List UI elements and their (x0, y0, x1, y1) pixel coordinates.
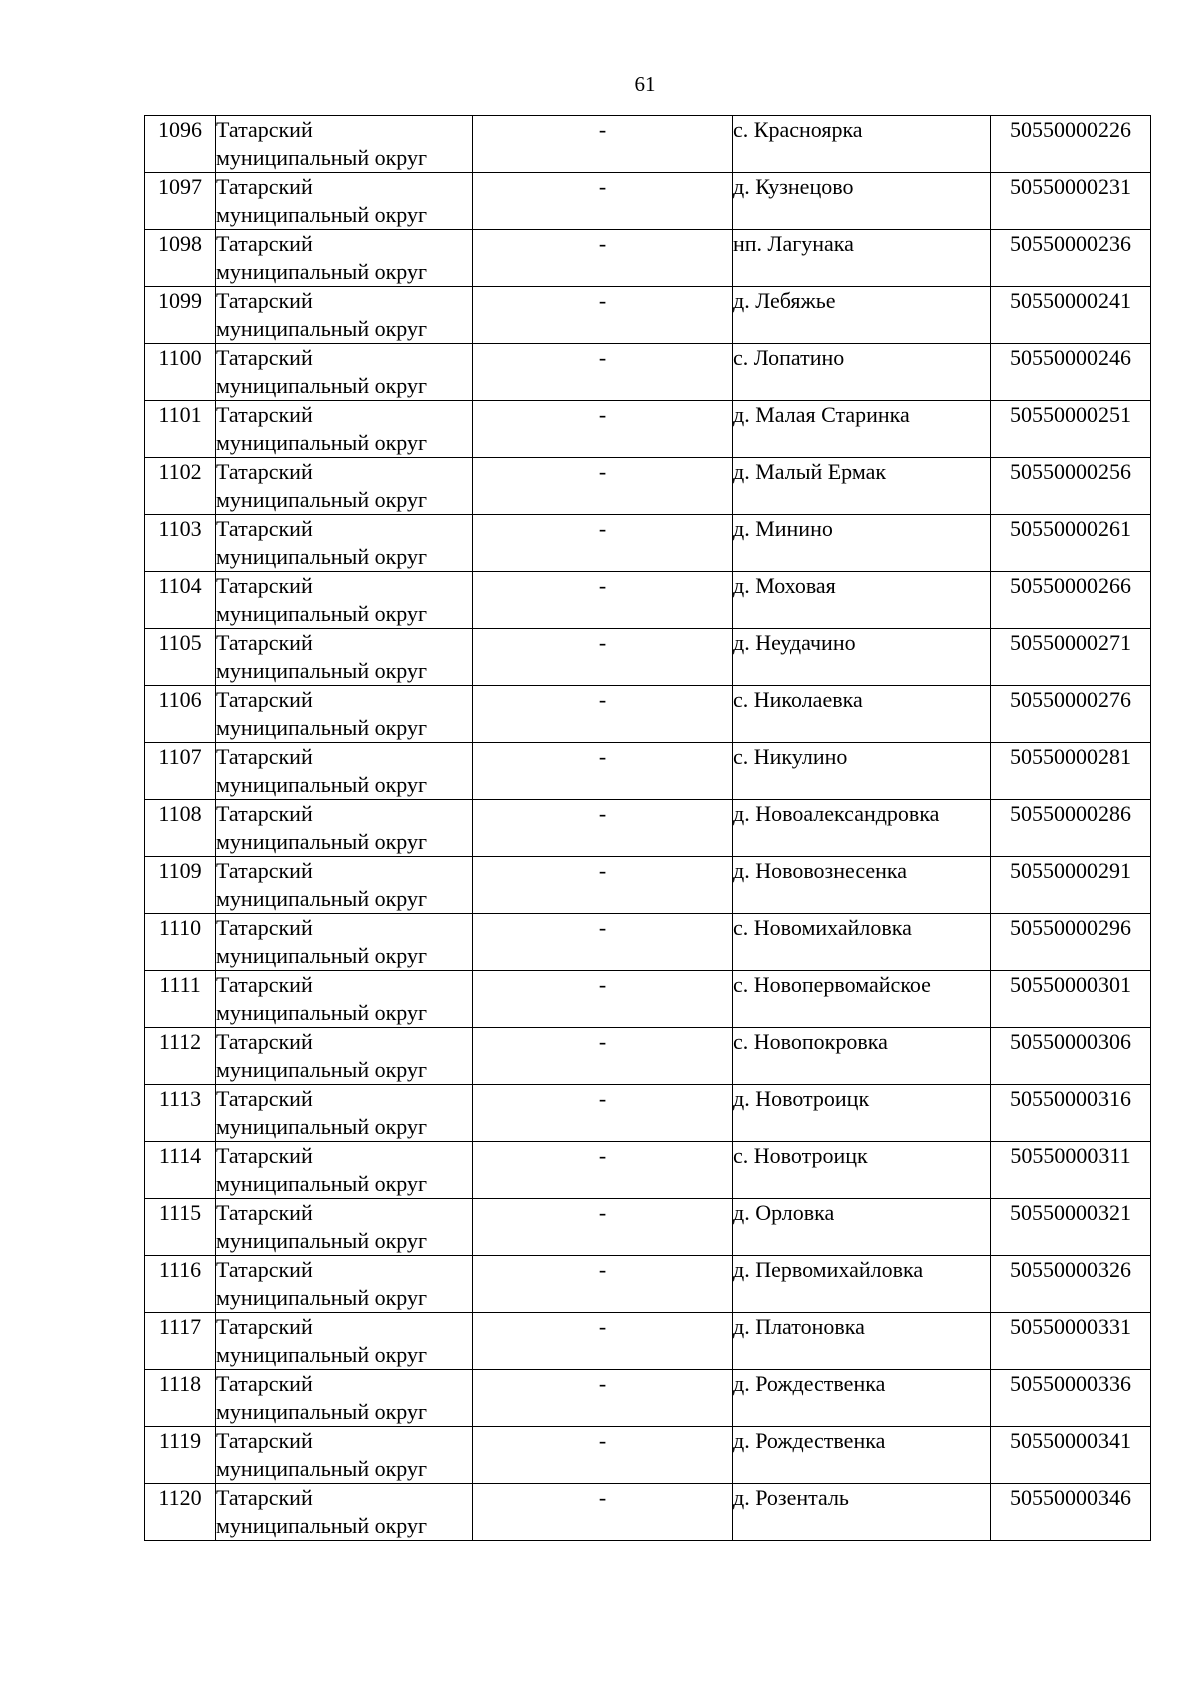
settlement-name: - (473, 401, 733, 458)
table-row (145, 287, 1151, 344)
settlement-name: - (473, 458, 733, 515)
row-number: 1110 (145, 914, 216, 971)
table-body (145, 116, 1151, 1541)
district-name-line2: муниципальный округ (216, 1342, 428, 1367)
oktmo-code: 50550000321 (991, 1199, 1151, 1256)
district-name-line1: Татарский (216, 744, 313, 769)
district-name-line2: муниципальный округ (216, 943, 428, 968)
row-number: 1118 (145, 1370, 216, 1427)
row-number: 1117 (145, 1313, 216, 1370)
district-name-line1: Татарский (216, 630, 313, 655)
oktmo-code: 50550000266 (991, 572, 1151, 629)
row-number: 1120 (145, 1484, 216, 1541)
settlement-name: - (473, 230, 733, 287)
district-name-line1: Татарский (216, 1428, 313, 1453)
oktmo-code: 50550000241 (991, 287, 1151, 344)
district-name (216, 971, 473, 1028)
table-row (145, 1142, 1151, 1199)
locality-name: д. Первомихайловка (733, 1256, 991, 1313)
settlement-name: - (473, 686, 733, 743)
oktmo-code: 50550000311 (991, 1142, 1151, 1199)
oktmo-code: 50550000306 (991, 1028, 1151, 1085)
district-name-line2: муниципальный округ (216, 259, 428, 284)
district-name-line1: Татарский (216, 801, 313, 826)
district-name-line1: Татарский (216, 402, 313, 427)
oktmo-code: 50550000261 (991, 515, 1151, 572)
district-name (216, 458, 473, 515)
row-number: 1103 (145, 515, 216, 572)
table-row (145, 344, 1151, 401)
row-number: 1101 (145, 401, 216, 458)
settlement-name: - (473, 914, 733, 971)
table-row (145, 572, 1151, 629)
table-row (145, 173, 1151, 230)
oktmo-code: 50550000281 (991, 743, 1151, 800)
district-name-line2: муниципальный округ (216, 430, 428, 455)
locality-name: д. Новоалександровка (733, 800, 991, 857)
district-name (216, 344, 473, 401)
settlement-name: - (473, 287, 733, 344)
settlement-name: - (473, 1370, 733, 1427)
table-row (145, 686, 1151, 743)
table-row (145, 629, 1151, 686)
oktmo-code: 50550000326 (991, 1256, 1151, 1313)
table-row (145, 1370, 1151, 1427)
district-name-line1: Татарский (216, 687, 313, 712)
settlement-name: - (473, 572, 733, 629)
locality-name: д. Кузнецово (733, 173, 991, 230)
locality-name: д. Малый Ермак (733, 458, 991, 515)
locality-name: д. Платоновка (733, 1313, 991, 1370)
row-number: 1102 (145, 458, 216, 515)
district-name-line2: муниципальный округ (216, 715, 428, 740)
district-name-line1: Татарский (216, 345, 313, 370)
district-name-line2: муниципальный округ (216, 1114, 428, 1139)
district-name-line1: Татарский (216, 1257, 313, 1282)
settlement-name: - (473, 971, 733, 1028)
settlement-name: - (473, 1142, 733, 1199)
district-name-line2: муниципальный округ (216, 544, 428, 569)
settlement-name: - (473, 1256, 733, 1313)
locality-name: нп. Лагунака (733, 230, 991, 287)
locality-name: д. Минино (733, 515, 991, 572)
district-name-line1: Татарский (216, 1371, 313, 1396)
district-name-line1: Татарский (216, 1200, 313, 1225)
district-name-line1: Татарский (216, 915, 313, 940)
row-number: 1111 (145, 971, 216, 1028)
district-name-line2: муниципальный округ (216, 772, 428, 797)
locality-name: с. Николаевка (733, 686, 991, 743)
oktmo-code: 50550000296 (991, 914, 1151, 971)
row-number: 1096 (145, 116, 216, 173)
district-name-line1: Татарский (216, 288, 313, 313)
settlement-name: - (473, 173, 733, 230)
district-name-line2: муниципальный округ (216, 1456, 428, 1481)
locality-name: д. Рождественка (733, 1370, 991, 1427)
oktmo-code: 50550000286 (991, 800, 1151, 857)
district-name (216, 116, 473, 173)
district-name-line1: Татарский (216, 573, 313, 598)
district-name (216, 515, 473, 572)
settlement-name: - (473, 1028, 733, 1085)
district-name-line2: муниципальный округ (216, 145, 428, 170)
district-name-line2: муниципальный округ (216, 1285, 428, 1310)
district-name-line2: муниципальный округ (216, 1057, 428, 1082)
settlement-name: - (473, 515, 733, 572)
oktmo-code: 50550000236 (991, 230, 1151, 287)
table-row (145, 914, 1151, 971)
locality-name: с. Никулино (733, 743, 991, 800)
table-row (145, 971, 1151, 1028)
row-number: 1112 (145, 1028, 216, 1085)
settlement-name: - (473, 629, 733, 686)
district-name (216, 1028, 473, 1085)
district-name-line1: Татарский (216, 231, 313, 256)
oktmo-code: 50550000341 (991, 1427, 1151, 1484)
row-number: 1107 (145, 743, 216, 800)
row-number: 1098 (145, 230, 216, 287)
district-name (216, 1199, 473, 1256)
row-number: 1106 (145, 686, 216, 743)
locality-name: д. Орловка (733, 1199, 991, 1256)
district-name-line2: муниципальный округ (216, 601, 428, 626)
district-name-line2: муниципальный округ (216, 1399, 428, 1424)
district-name-line2: муниципальный округ (216, 373, 428, 398)
table-row (145, 1427, 1151, 1484)
settlement-name: - (473, 857, 733, 914)
locality-name: с. Новопокровка (733, 1028, 991, 1085)
locality-name: с. Новомихайловка (733, 914, 991, 971)
table-row (145, 800, 1151, 857)
table-row (145, 1199, 1151, 1256)
district-name (216, 230, 473, 287)
district-name-line2: муниципальный округ (216, 658, 428, 683)
table-row (145, 1484, 1151, 1541)
locality-name: д. Розенталь (733, 1484, 991, 1541)
district-name-line2: муниципальный округ (216, 1171, 428, 1196)
table-row (145, 857, 1151, 914)
district-name (216, 1142, 473, 1199)
district-name-line1: Татарский (216, 516, 313, 541)
table-row (145, 458, 1151, 515)
settlements-table (144, 115, 1151, 1541)
district-name-line2: муниципальный округ (216, 487, 428, 512)
settlement-name: - (473, 800, 733, 857)
table-row (145, 515, 1151, 572)
oktmo-code: 50550000246 (991, 344, 1151, 401)
district-name (216, 401, 473, 458)
district-name (216, 914, 473, 971)
row-number: 1116 (145, 1256, 216, 1313)
district-name (216, 857, 473, 914)
oktmo-code: 50550000231 (991, 173, 1151, 230)
settlement-name: - (473, 344, 733, 401)
oktmo-code: 50550000291 (991, 857, 1151, 914)
district-name (216, 800, 473, 857)
district-name (216, 572, 473, 629)
table-row (145, 1256, 1151, 1313)
oktmo-code: 50550000251 (991, 401, 1151, 458)
district-name (216, 1313, 473, 1370)
row-number: 1115 (145, 1199, 216, 1256)
district-name (216, 1484, 473, 1541)
district-name-line1: Татарский (216, 1029, 313, 1054)
district-name (216, 173, 473, 230)
district-name-line2: муниципальный округ (216, 886, 428, 911)
row-number: 1113 (145, 1085, 216, 1142)
district-name (216, 1370, 473, 1427)
district-name-line2: муниципальный округ (216, 1513, 428, 1538)
district-name (216, 686, 473, 743)
table-row (145, 116, 1151, 173)
locality-name: д. Лебяжье (733, 287, 991, 344)
district-name-line2: муниципальный округ (216, 829, 428, 854)
oktmo-code: 50550000271 (991, 629, 1151, 686)
table-row (145, 1028, 1151, 1085)
settlement-name: - (473, 116, 733, 173)
district-name-line1: Татарский (216, 972, 313, 997)
table-row (145, 1313, 1151, 1370)
locality-name: д. Неудачино (733, 629, 991, 686)
district-name-line1: Татарский (216, 1485, 313, 1510)
oktmo-code: 50550000276 (991, 686, 1151, 743)
district-name (216, 1427, 473, 1484)
locality-name: с. Новотроицк (733, 1142, 991, 1199)
settlement-name: - (473, 1199, 733, 1256)
oktmo-code: 50550000316 (991, 1085, 1151, 1142)
oktmo-code: 50550000331 (991, 1313, 1151, 1370)
row-number: 1114 (145, 1142, 216, 1199)
settlement-name: - (473, 743, 733, 800)
row-number: 1097 (145, 173, 216, 230)
table-row (145, 743, 1151, 800)
row-number: 1119 (145, 1427, 216, 1484)
settlement-name: - (473, 1085, 733, 1142)
district-name (216, 1256, 473, 1313)
oktmo-code: 50550000301 (991, 971, 1151, 1028)
settlement-name: - (473, 1484, 733, 1541)
locality-name: д. Новотроицк (733, 1085, 991, 1142)
district-name-line1: Татарский (216, 459, 313, 484)
district-name-line1: Татарский (216, 858, 313, 883)
settlement-name: - (473, 1313, 733, 1370)
locality-name: с. Лопатино (733, 344, 991, 401)
row-number: 1104 (145, 572, 216, 629)
oktmo-code: 50550000226 (991, 116, 1151, 173)
district-name-line1: Татарский (216, 174, 313, 199)
locality-name: д. Малая Старинка (733, 401, 991, 458)
page-number: 61 (634, 72, 656, 96)
district-name (216, 1085, 473, 1142)
district-name (216, 629, 473, 686)
district-name-line2: муниципальный округ (216, 202, 428, 227)
row-number: 1105 (145, 629, 216, 686)
district-name-line2: муниципальный округ (216, 1000, 428, 1025)
district-name-line1: Татарский (216, 117, 313, 142)
locality-name: с. Новопервомайское (733, 971, 991, 1028)
table-row (145, 1085, 1151, 1142)
district-name-line1: Татарский (216, 1314, 313, 1339)
row-number: 1099 (145, 287, 216, 344)
district-name (216, 743, 473, 800)
locality-name: д. Моховая (733, 572, 991, 629)
table-row (145, 230, 1151, 287)
settlement-name: - (473, 1427, 733, 1484)
district-name-line2: муниципальный округ (216, 316, 428, 341)
row-number: 1100 (145, 344, 216, 401)
district-name-line1: Татарский (216, 1086, 313, 1111)
locality-name: д. Рождественка (733, 1427, 991, 1484)
table-row (145, 401, 1151, 458)
oktmo-code: 50550000256 (991, 458, 1151, 515)
district-name-line2: муниципальный округ (216, 1228, 428, 1253)
district-name-line1: Татарский (216, 1143, 313, 1168)
oktmo-code: 50550000336 (991, 1370, 1151, 1427)
row-number: 1109 (145, 857, 216, 914)
row-number: 1108 (145, 800, 216, 857)
locality-name: д. Нововознесенка (733, 857, 991, 914)
district-name (216, 287, 473, 344)
oktmo-code: 50550000346 (991, 1484, 1151, 1541)
locality-name: с. Красноярка (733, 116, 991, 173)
